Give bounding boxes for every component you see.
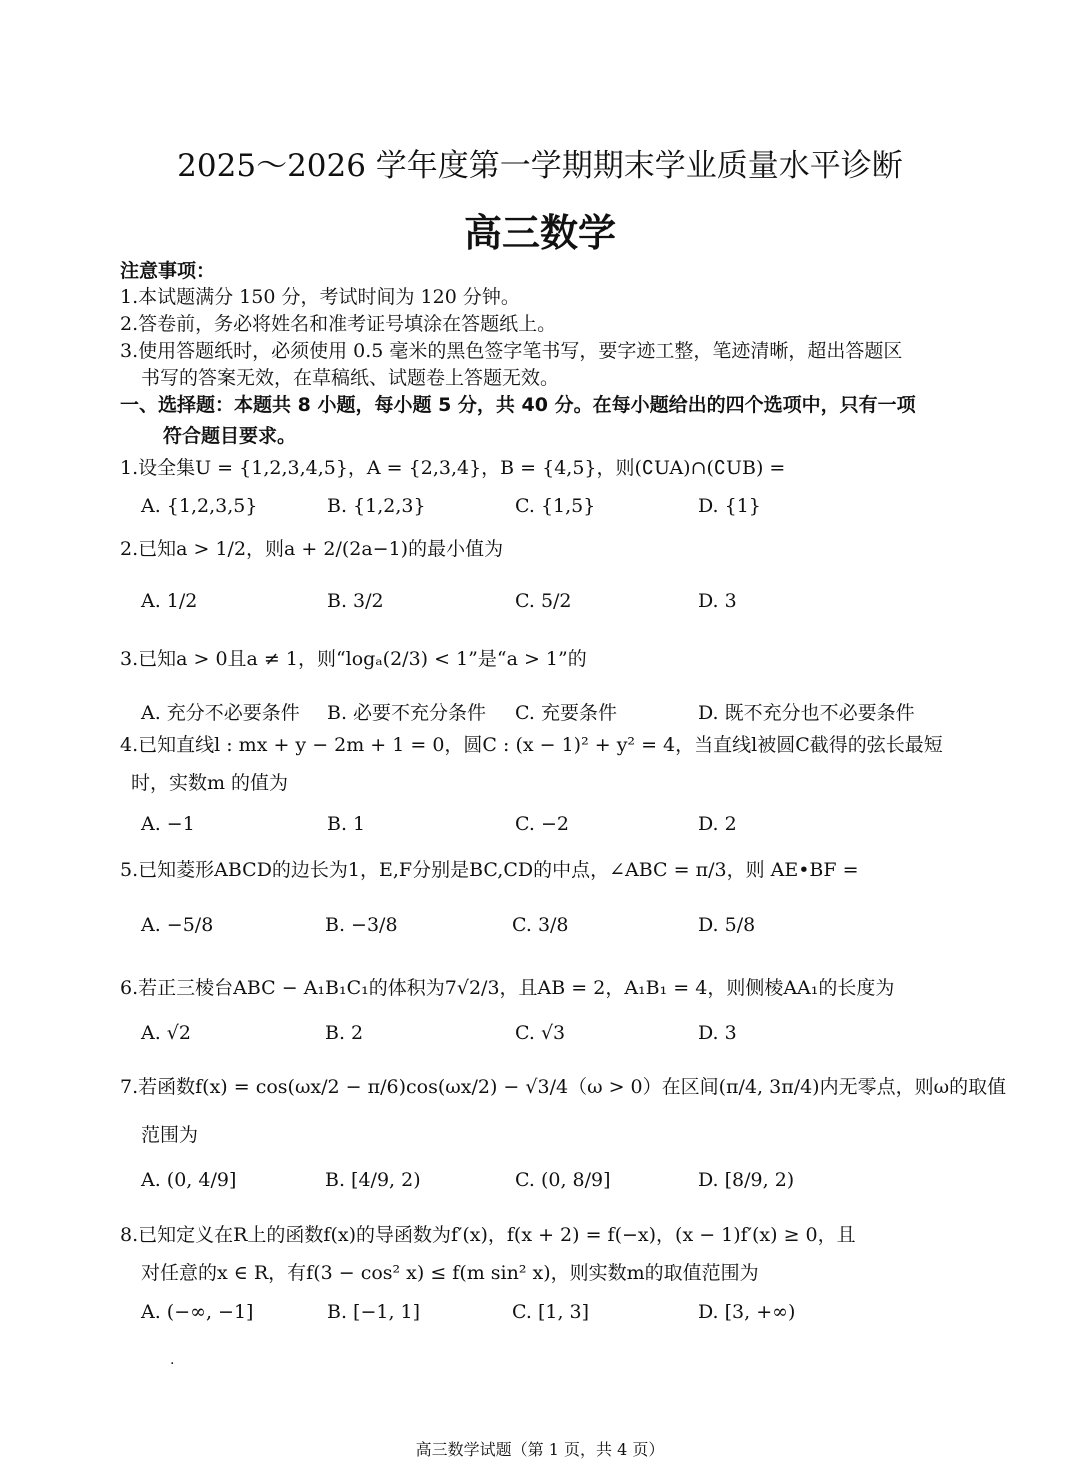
question-7-option-b: B. [4/9, 2) xyxy=(325,1169,421,1191)
question-1-stem: 1.设全集U = {1,2,3,4,5}，A = {2,3,4}，B = {4,5}，则(∁UA)∩(∁UB) = xyxy=(120,457,786,479)
question-3-option-b: B. 必要不充分条件 xyxy=(327,702,487,724)
question-4-option-b: B. 1 xyxy=(327,813,366,835)
question-6-option-b: B. 2 xyxy=(325,1022,364,1044)
question-6-option-c: C. √3 xyxy=(515,1022,566,1044)
question-6-option-a: A. √2 xyxy=(141,1022,191,1044)
question-7-option-d: D. [8/9, 2) xyxy=(698,1169,795,1191)
notice-item: 1.本试题满分 150 分，考试时间为 120 分钟。 xyxy=(120,286,520,308)
question-4-stem-cont: 时，实数m 的值为 xyxy=(131,772,289,794)
question-4-stem: 4.已知直线l : mx + y − 2m + 1 = 0，圆C : (x − 1)² + y² = 4，当直线l被圆C截得的弦长最短 xyxy=(120,734,943,756)
question-2-option-d: D. 3 xyxy=(698,590,737,612)
question-4-option-a: A. −1 xyxy=(141,813,195,835)
question-2-option-c: C. 5/2 xyxy=(515,590,572,612)
question-4-option-c: C. −2 xyxy=(515,813,569,835)
question-3-option-a: A. 充分不必要条件 xyxy=(141,702,300,724)
question-1-option-b: B. {1,2,3} xyxy=(327,495,426,517)
question-6-stem: 6.若正三棱台ABC − A₁B₁C₁的体积为7√2/3，且AB = 2，A₁B₁ = 4，则侧棱AA₁的长度为 xyxy=(120,977,895,999)
question-1-option-a: A. {1,2,3,5} xyxy=(141,495,258,517)
question-7-option-c: C. (0, 8/9] xyxy=(515,1169,611,1191)
question-2-option-b: B. 3/2 xyxy=(327,590,384,612)
question-5-option-b: B. −3/8 xyxy=(325,914,398,936)
question-7-stem: 7.若函数f(x) = cos(ωx/2 − π/6)cos(ωx/2) − √3/4（ω > 0）在区间(π/4, 3π/4)内无零点，则ω的取值 xyxy=(120,1076,1007,1098)
question-6-option-d: D. 3 xyxy=(698,1022,737,1044)
question-7-option-a: A. (0, 4/9] xyxy=(141,1169,237,1191)
question-7-stem-cont: 范围为 xyxy=(141,1124,199,1146)
question-8-option-c: C. [1, 3] xyxy=(512,1301,590,1323)
question-2-stem: 2.已知a > 1/2，则a + 2/(2a−1)的最小值为 xyxy=(120,538,504,560)
notice-heading: 注意事项： xyxy=(120,260,216,282)
section-heading: 一、选择题：本题共 8 小题，每小题 5 分，共 40 分。在每小题给出的四个选项中，只有一项 xyxy=(120,394,916,416)
question-5-stem: 5.已知菱形ABCD的边长为1，E,F分别是BC,CD的中点，∠ABC = π/3，则 AE•BF = xyxy=(120,859,859,881)
question-3-stem: 3.已知a > 0且a ≠ 1，则“logₐ(2/3) < 1”是“a > 1”的 xyxy=(120,648,587,670)
question-5-option-c: C. 3/8 xyxy=(512,914,569,936)
question-3-option-c: C. 充要条件 xyxy=(515,702,617,724)
stray-mark: . xyxy=(170,1352,175,1368)
section-heading-cont: 符合题目要求。 xyxy=(163,425,297,447)
question-5-option-a: A. −5/8 xyxy=(141,914,214,936)
question-4-option-d: D. 2 xyxy=(698,813,737,835)
question-8-option-a: A. (−∞, −1] xyxy=(141,1301,254,1323)
question-2-option-a: A. 1/2 xyxy=(141,590,198,612)
notice-item: 2.答卷前，务必将姓名和准考证号填涂在答题纸上。 xyxy=(120,313,557,335)
exam-subject: 高三数学 xyxy=(463,211,616,255)
question-3-option-d: D. 既不充分也不必要条件 xyxy=(698,702,915,724)
exam-title: 2025～2026 学年度第一学期期末学业质量水平诊断 xyxy=(177,148,903,184)
page-footer: 高三数学试题（第 1 页，共 4 页） xyxy=(415,1440,665,1459)
question-8-stem: 8.已知定义在R上的函数f(x)的导函数为f′(x)，f(x + 2) = f(−x)，(x − 1)f′(x) ≥ 0，且 xyxy=(120,1224,856,1246)
question-1-option-d: D. {1} xyxy=(698,495,761,517)
question-5-option-d: D. 5/8 xyxy=(698,914,756,936)
question-8-stem-cont: 对任意的x ∈ R，有f(3 − cos² x) ≤ f(m sin² x)，则实数m的取值范围为 xyxy=(141,1262,759,1284)
question-8-option-d: D. [3, +∞) xyxy=(698,1301,796,1323)
question-8-option-b: B. [−1, 1] xyxy=(327,1301,421,1323)
notice-item: 书写的答案无效，在草稿纸、试题卷上答题无效。 xyxy=(141,367,560,389)
notice-item: 3.使用答题纸时，必须使用 0.5 毫米的黑色签字笔书写，要字迹工整，笔迹清晰，超出答题区 xyxy=(120,340,903,362)
question-1-option-c: C. {1,5} xyxy=(515,495,596,517)
